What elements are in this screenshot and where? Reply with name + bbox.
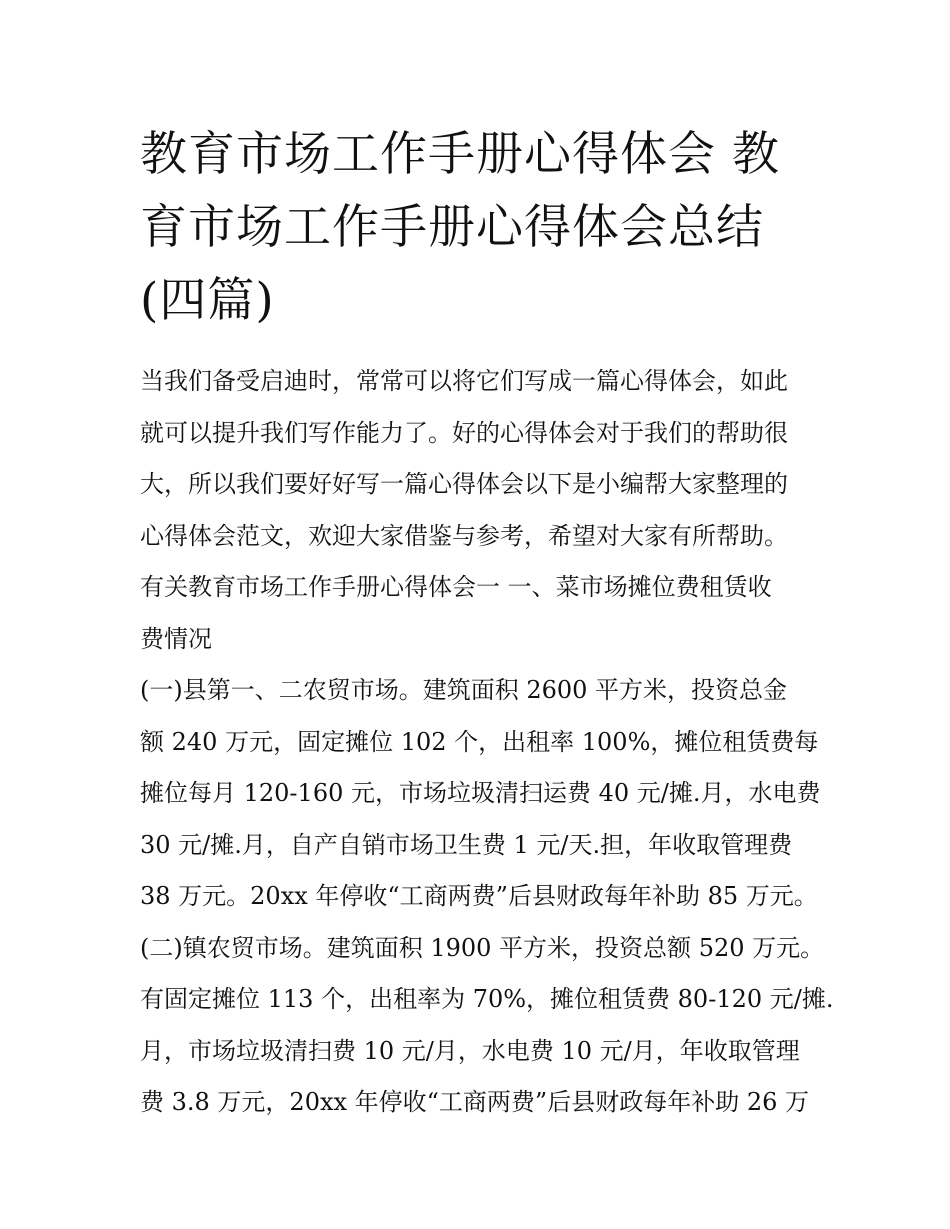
- body-line: (二)镇农贸市场。建筑面积 1900 平方米，投资总额 520 万元。: [140, 933, 825, 962]
- body-line: 当我们备受启迪时，常常可以将它们写成一篇心得体会，如此: [140, 367, 788, 395]
- body-line: (一)县第一、二农贸市场。建筑面积 2600 平方米，投资总金: [140, 676, 788, 704]
- body-line: 额 240 万元，固定摊位 102 个，出租率 100%，摊位租赁费每: [140, 727, 819, 756]
- body-line: 心得体会范文，欢迎大家借鉴与参考，希望对大家有所帮助。: [140, 521, 788, 550]
- body-line: 30 元/摊.月，自产自销市场卫生费 1 元/天.担，年收取管理费: [140, 830, 793, 859]
- body-line: 38 万元。20xx 年停收“工商两费”后县财政每年补助 85 万元。: [140, 882, 818, 910]
- document-body: [140, 356, 834, 1129]
- body-line: 费情况: [140, 624, 212, 653]
- body-line: 摊位每月 120-160 元，市场垃圾清扫运费 40 元/摊.月，水电费: [140, 779, 821, 807]
- body-line: 有固定摊位 113 个，出租率为 70%，摊位租赁费 80-120 元/摊.: [140, 985, 834, 1013]
- document-title: 教育市场工作手册心得体会 教育市场工作手册心得体会总结(四篇): [140, 127, 780, 328]
- body-line: 有关教育市场工作手册心得体会一 一、菜市场摊位费租赁收: [140, 573, 772, 601]
- body-line: 费 3.8 万元，20xx 年停收“工商两费”后县财政每年补助 26 万: [140, 1088, 809, 1116]
- body-line: 就可以提升我们写作能力了。好的心得体会对于我们的帮助很: [140, 418, 788, 447]
- body-line: 月，市场垃圾清扫费 10 元/月，水电费 10 元/月，年收取管理: [140, 1036, 800, 1065]
- body-line: 大，所以我们要好好写一篇心得体会以下是小编帮大家整理的: [140, 470, 788, 498]
